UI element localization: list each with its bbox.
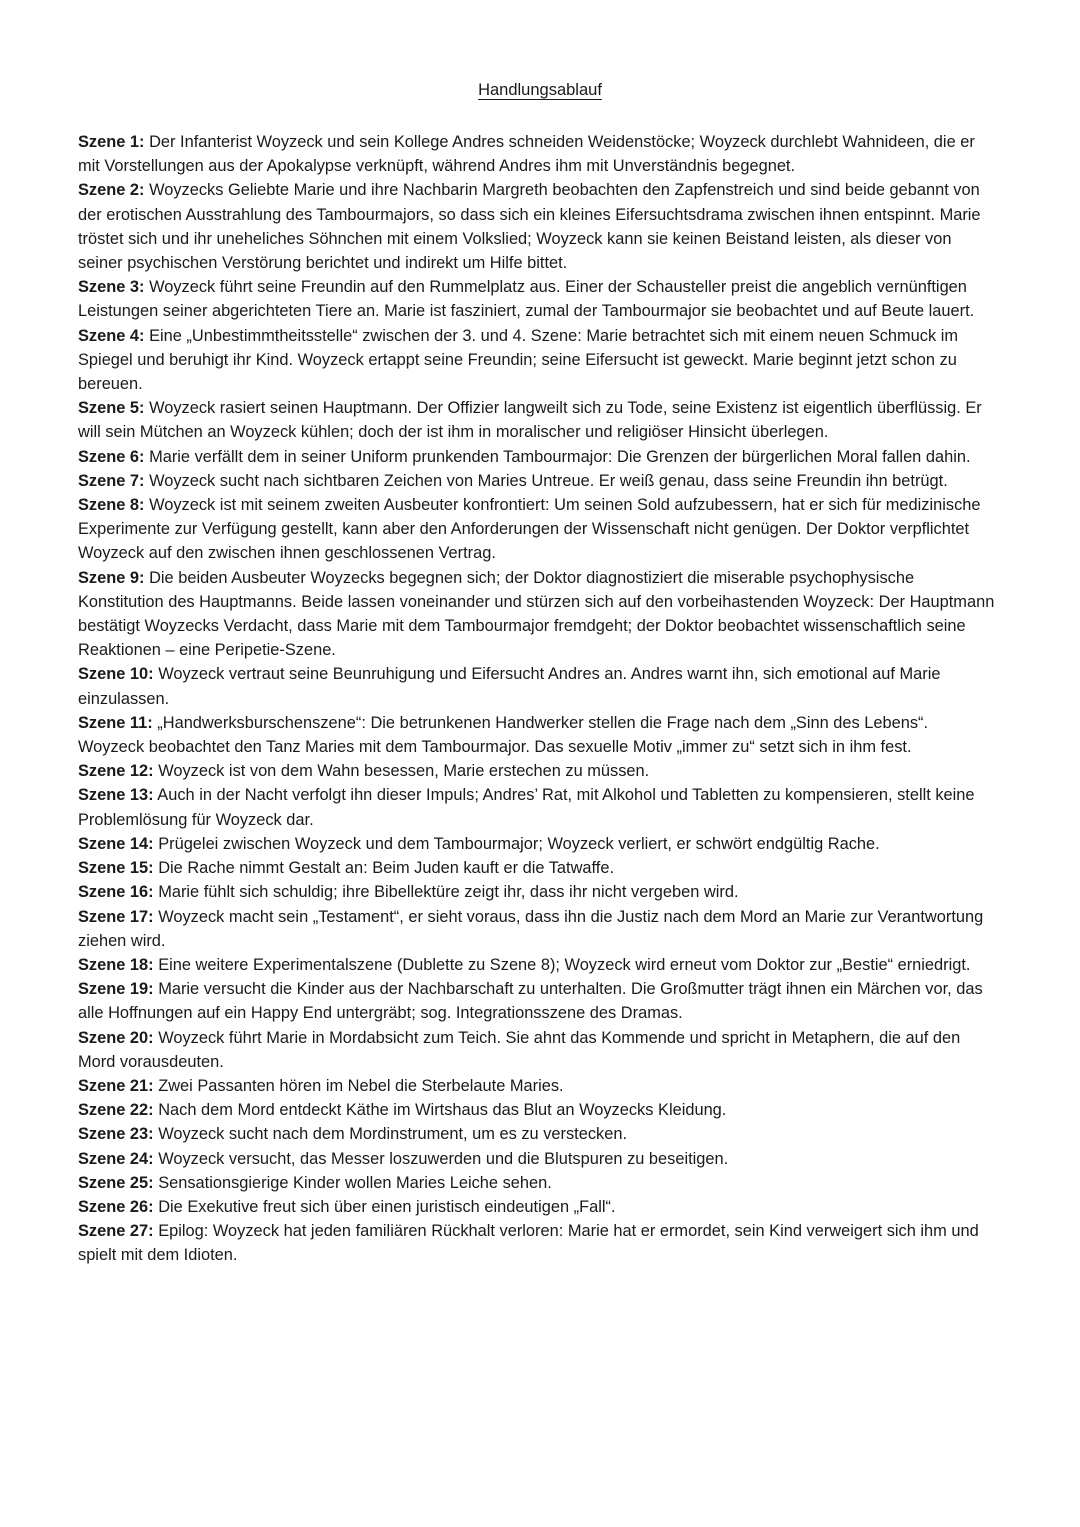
scene-label: Szene 20: — [78, 1028, 154, 1047]
scene-text: Woyzeck ist mit seinem zweiten Ausbeuter konfrontiert: Um seinen Sold aufzubessern, hat er sich für medizinische Experimente zur Verfügung gestellt, kann aber den Anforderungen der Wissenschaft nicht genügen. Der Doktor verpflichtet Woyzeck auf den zwischen ihnen geschlossenen Vertrag. — [78, 496, 981, 563]
scene-label: Szene 22: — [78, 1101, 154, 1120]
scene-entry — [78, 1026, 998, 1074]
scene-text: „Handwerksburschenszene“: Die betrunkenen Handwerker stellen die Frage nach dem „Sinn des Lebens“. Woyzeck beobachtet den Tanz Maries mit dem Tambourmajor. Das sexuelle Motiv „immer zu“ setzt sich in ihm fest. — [78, 713, 929, 757]
scene-entry — [78, 566, 998, 663]
scene-text: Epilog: Woyzeck hat jeden familiären Rückhalt verloren: Marie hat er ermordet, sein Kind verweigert sich ihm und spielt mit dem Idioten. — [78, 1222, 979, 1265]
scene-entry — [78, 977, 998, 1025]
scene-label: Szene 26: — [78, 1197, 154, 1216]
scene-text: Sensationsgierige Kinder wollen Maries Leiche sehen. — [158, 1173, 552, 1192]
scene-label: Szene 10: — [78, 665, 154, 684]
scene-text: Auch in der Nacht verfolgt ihn dieser Impuls; Andres’ Rat, mit Alkohol und Tabletten zu kompensieren, stellt keine Problemlösung für Woyzeck dar. — [78, 786, 975, 829]
scene-entry — [78, 1171, 998, 1195]
scene-text: Woyzeck macht sein „Testament“, er sieht voraus, dass ihn die Justiz nach dem Mord an Marie zur Verantwortung ziehen wird. — [78, 907, 984, 950]
scene-entry — [78, 759, 998, 783]
scene-entry — [78, 662, 998, 710]
scene-label: Szene 11: — [78, 713, 153, 732]
scene-label: Szene 21: — [78, 1076, 154, 1095]
scene-text: Der Infanterist Woyzeck und sein Kollege Andres schneiden Weidenstöcke; Woyzeck durchlebt Wahnideen, die er mit Vorstellungen aus der Apokalypse verknüpft, während Andres ihm mit Unverständnis begegnet. — [78, 133, 975, 176]
scene-label: Szene 12: — [78, 762, 154, 781]
scene-entry — [78, 130, 998, 178]
scene-label: Szene 7: — [78, 471, 145, 490]
scene-entry — [78, 1074, 998, 1098]
scene-label: Szene 17: — [78, 907, 154, 926]
scene-entry — [78, 1122, 998, 1146]
scene-label: Szene 27: — [78, 1222, 154, 1241]
scene-entry — [78, 1098, 998, 1122]
scene-entry — [78, 832, 998, 856]
scene-label: Szene 5: — [78, 399, 145, 418]
scene-text: Woyzeck ist von dem Wahn besessen, Marie erstechen zu müssen. — [158, 762, 650, 781]
title-text: Handlungsablauf — [478, 81, 602, 99]
scene-text: Woyzeck sucht nach dem Mordinstrument, um es zu verstecken. — [158, 1125, 628, 1144]
scene-entry — [78, 1195, 998, 1219]
scene-label: Szene 23: — [78, 1125, 154, 1144]
scene-entry — [78, 711, 998, 759]
scene-text: Woyzeck versucht, das Messer loszuwerden und die Blutspuren zu beseitigen. — [158, 1149, 729, 1168]
scene-label: Szene 2: — [78, 181, 145, 200]
scene-entry — [78, 493, 998, 566]
scene-text: Woyzeck führt seine Freundin auf den Rummelplatz aus. Einer der Schausteller preist die angeblich vernünftigen Leistungen seiner abgerichteten Tiere an. Marie ist fasziniert, zumal der Tambourmajor sie beobachtet und auf Beute lauert. — [78, 278, 975, 321]
scene-text: Woyzeck führt Marie in Mordabsicht zum Teich. Sie ahnt das Kommende und spricht in Metaphern, die auf den Mord vorausdeuten. — [78, 1028, 961, 1071]
document-title — [0, 81, 1080, 100]
scene-label: Szene 14: — [78, 834, 154, 853]
scene-entry — [78, 856, 998, 880]
scene-text: Woyzeck rasiert seinen Hauptmann. Der Offizier langweilt sich zu Tode, seine Existenz ist eigentlich überflüssig. Er will sein Mütchen an Woyzeck kühlen; doch der ist ihm in moralischer und religiöser Hinsicht überlegen. — [78, 399, 982, 442]
scene-text: Die Rache nimmt Gestalt an: Beim Juden kauft er die Tatwaffe. — [158, 859, 615, 878]
scene-label: Szene 1: — [78, 133, 145, 151]
scene-label: Szene 9: — [78, 568, 145, 587]
scene-text: Marie fühlt sich schuldig; ihre Bibellektüre zeigt ihr, dass ihr nicht vergeben wird. — [158, 883, 739, 902]
scene-entry — [78, 1219, 998, 1267]
scene-label: Szene 8: — [78, 496, 145, 515]
scene-entry — [78, 880, 998, 904]
scene-text: Marie verfällt dem in seiner Uniform prunkenden Tambourmajor: Die Grenzen der bürgerlichen Moral fallen dahin. — [149, 447, 971, 466]
scene-text: Woyzecks Geliebte Marie und ihre Nachbarin Margreth beobachten den Zapfenstreich und sind beide gebannt von der erotischen Ausstrahlung des Tambourmajors, so dass sich ein kleines Eifersuchtsdrama zwischen ihnen entspinnt. Marie tröstet sich und ihr uneheliches Söhnchen mit einem Volkslied; Woyzeck kann sie keinen Beistand leisten, als dieser von seiner psychischen Verstörung berichtet und indirekt um Hilfe bittet. — [78, 181, 981, 273]
scene-label: Szene 4: — [78, 326, 145, 345]
scene-text: Woyzeck sucht nach sichtbaren Zeichen von Maries Untreue. Er weiß genau, dass seine Freundin ihn betrügt. — [149, 471, 948, 490]
scene-text: Eine weitere Experimentalszene (Dublette zu Szene 8); Woyzeck wird erneut vom Doktor zur „Bestie“ erniedrigt. — [158, 955, 971, 974]
scene-entry — [78, 783, 998, 831]
scene-entry — [78, 905, 998, 953]
scene-text: Nach dem Mord entdeckt Käthe im Wirtshaus das Blut an Woyzecks Kleidung. — [158, 1101, 727, 1120]
scene-label: Szene 24: — [78, 1149, 154, 1168]
scene-text: Eine „Unbestimmtheitsstelle“ zwischen der 3. und 4. Szene: Marie betrachtet sich mit einem neuen Schmuck im Spiegel und beruhigt ihr Kind. Woyzeck ertappt seine Freundin; seine Eifersucht ist geweckt. Marie beginnt jetzt schon zu bereuen. — [78, 326, 959, 394]
scene-entry — [78, 953, 998, 977]
scene-entry — [78, 396, 998, 444]
scene-label: Szene 3: — [78, 278, 145, 297]
scene-entry — [78, 1147, 998, 1171]
scene-text: Zwei Passanten hören im Nebel die Sterbelaute Maries. — [158, 1076, 564, 1095]
scene-label: Szene 16: — [78, 883, 154, 902]
scene-entry — [78, 469, 998, 493]
scene-text: Die Exekutive freut sich über einen juristisch eindeutigen „Fall“. — [158, 1197, 616, 1216]
scene-entry — [78, 445, 998, 469]
scene-text: Woyzeck vertraut seine Beunruhigung und Eifersucht Andres an. Andres warnt ihn, sich emotional auf Marie einzulassen. — [78, 665, 941, 708]
scene-entry — [78, 324, 998, 397]
scene-list — [78, 130, 998, 1268]
scene-text: Prügelei zwischen Woyzeck und dem Tambourmajor; Woyzeck verliert, er schwört endgültig Rache. — [158, 834, 880, 853]
scene-label: Szene 6: — [78, 447, 145, 466]
scene-label: Szene 18: — [78, 955, 154, 974]
scene-label: Szene 25: — [78, 1173, 154, 1192]
scene-entry — [78, 178, 998, 275]
scene-label: Szene 13: — [78, 786, 154, 805]
scene-text: Die beiden Ausbeuter Woyzecks begegnen sich; der Doktor diagnostiziert die miserable psychophysische Konstitution des Hauptmanns. Beide lassen voneinander und stürzen sich auf den vorbeihastenden Woyzeck: Der Hauptmann bestätigt Woyzecks Verdacht, dass Marie mit dem Tambourmajor fremdgeht; der Doktor beobachtet wissenschaftlich seine Reaktionen – eine Peripetie-Szene. — [78, 568, 995, 660]
scene-entry — [78, 275, 998, 323]
scene-label: Szene 15: — [78, 859, 154, 878]
scene-label: Szene 19: — [78, 980, 154, 999]
scene-text: Marie versucht die Kinder aus der Nachbarschaft zu unterhalten. Die Großmutter trägt ihnen ein Märchen vor, das alle Hoffnungen auf ein Happy End untergräbt; sog. Integrationsszene des Dramas. — [78, 980, 983, 1023]
